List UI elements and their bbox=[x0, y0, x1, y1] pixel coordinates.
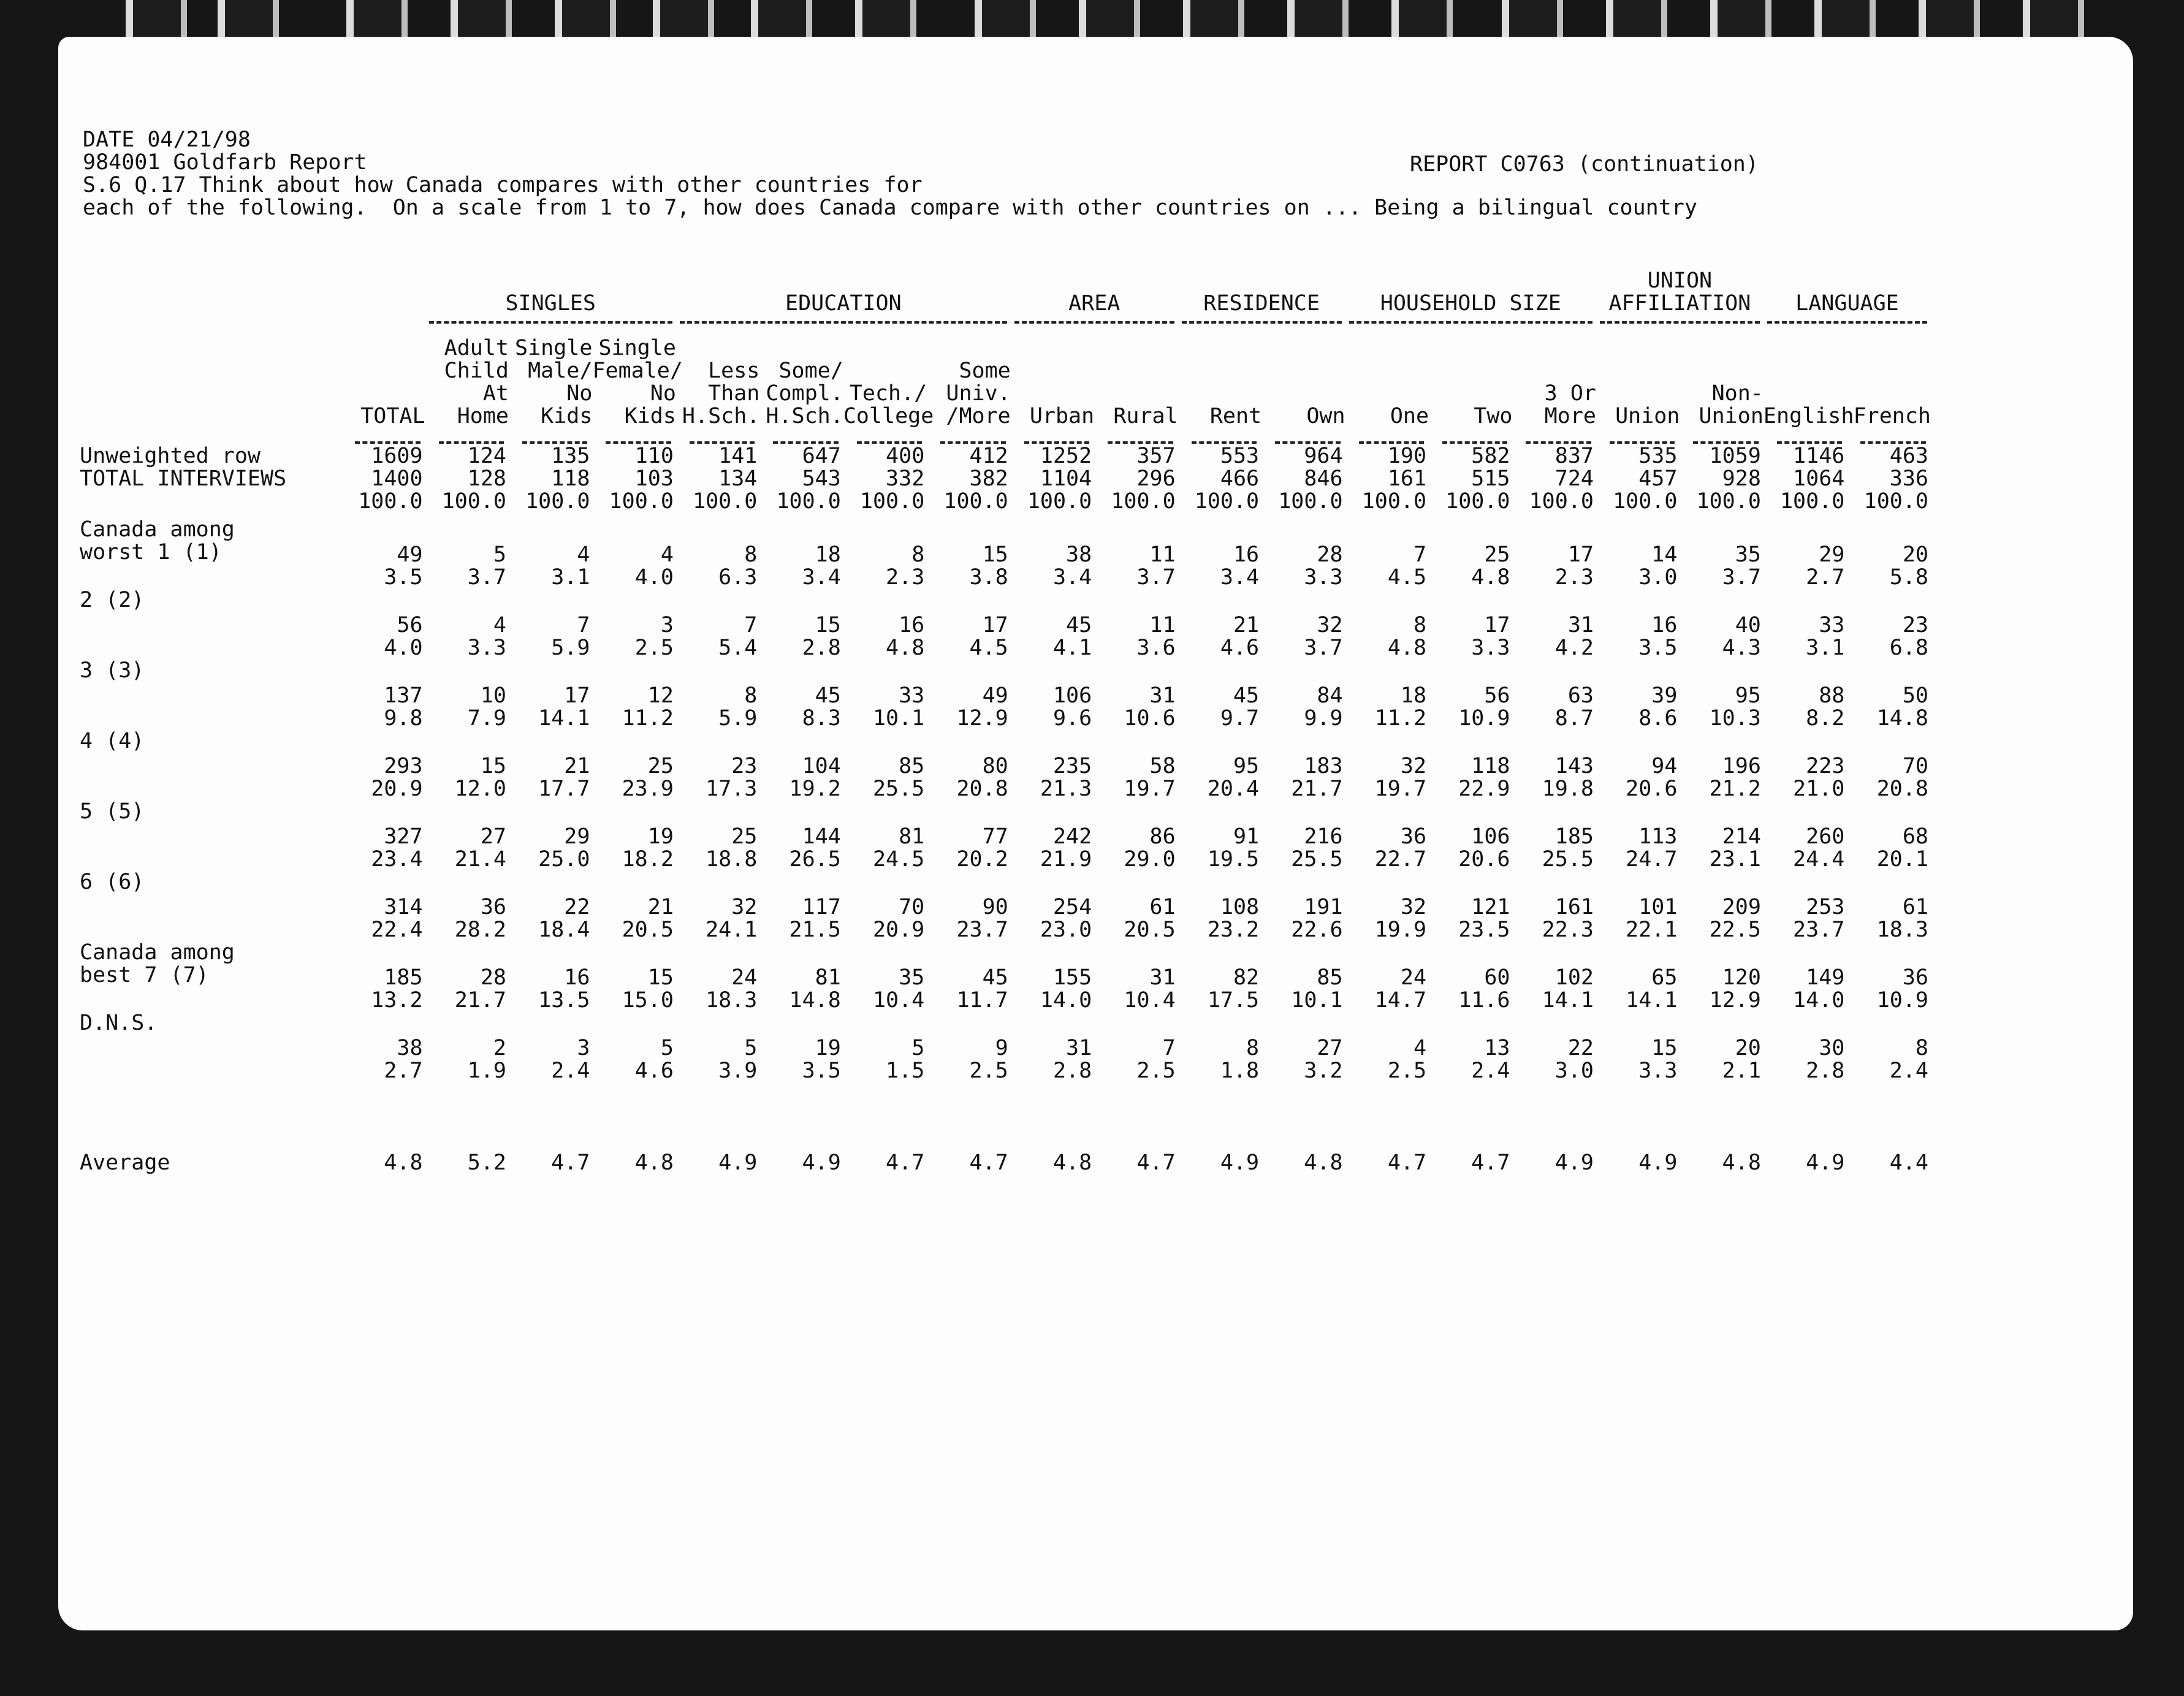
table-cell: 70 20.9 bbox=[872, 895, 925, 942]
table-cell: 33 3.1 bbox=[1806, 613, 1845, 660]
table-cell: 535 457 100.0 bbox=[1613, 444, 1678, 514]
table-cell: 91 19.5 bbox=[1207, 824, 1260, 872]
table-cell: 24 14.7 bbox=[1374, 965, 1427, 1013]
row-label: Unweighted row TOTAL INTERVIEWS bbox=[80, 444, 287, 491]
table-cell: 38 3.4 bbox=[1052, 542, 1092, 590]
table-cell: 35 10.4 bbox=[872, 965, 925, 1013]
table-cell: 191 22.6 bbox=[1291, 895, 1343, 942]
column-header: Adult Child At Home bbox=[444, 336, 509, 428]
table-cell: 4.4 bbox=[1889, 1150, 1928, 1175]
table-cell: 58 19.7 bbox=[1124, 754, 1176, 801]
table-cell: 12 11.2 bbox=[622, 683, 674, 731]
table-cell: 141 134 100.0 bbox=[693, 444, 758, 514]
table-cell: 45 11.7 bbox=[956, 965, 1008, 1013]
table-cell: 68 20.1 bbox=[1876, 824, 1928, 872]
table-cell: 101 22.1 bbox=[1626, 895, 1678, 942]
table-cell: 15 12.0 bbox=[454, 754, 506, 801]
table-cell: 32 19.9 bbox=[1374, 895, 1427, 942]
table-cell: 45 9.7 bbox=[1220, 683, 1260, 731]
table-cell: 5 4.6 bbox=[634, 1036, 674, 1083]
dash-rule-row bbox=[80, 428, 1931, 444]
table-cell: 21 17.7 bbox=[538, 754, 590, 801]
report-title: 984001 Goldfarb Report bbox=[83, 150, 367, 175]
column-header: Urban bbox=[1029, 404, 1095, 428]
table-cell: 11 3.7 bbox=[1136, 542, 1176, 590]
table-cell: 293 20.9 bbox=[371, 754, 423, 801]
table-cell: 84 9.9 bbox=[1304, 683, 1343, 731]
table-cell: 15 15.0 bbox=[622, 965, 674, 1013]
table-cell: 16 3.4 bbox=[1220, 542, 1260, 590]
row-label: 3 (3) bbox=[80, 658, 145, 683]
table-cell: 4.9 bbox=[718, 1150, 758, 1175]
table-cell: 235 21.3 bbox=[1040, 754, 1092, 801]
table-cell: 36 22.7 bbox=[1374, 824, 1427, 872]
table-cell: 4 3.3 bbox=[467, 613, 506, 660]
column-header: Some Univ. /More bbox=[946, 359, 1011, 428]
table-cell: 327 23.4 bbox=[371, 824, 423, 872]
table-cell: 4 3.1 bbox=[551, 542, 590, 590]
table-cell: 25 4.8 bbox=[1471, 542, 1510, 590]
response-rows bbox=[80, 519, 1931, 1082]
table-cell: 4 4.0 bbox=[634, 542, 674, 590]
table-cell: 25 23.9 bbox=[622, 754, 674, 801]
row-label: 4 (4) bbox=[80, 729, 145, 753]
table-cell: 21 20.5 bbox=[622, 895, 674, 942]
table-cell: 36 28.2 bbox=[454, 895, 506, 942]
table-cell: 121 23.5 bbox=[1458, 895, 1510, 942]
table-cell: 5 3.9 bbox=[718, 1036, 758, 1083]
table-cell: 118 22.9 bbox=[1458, 754, 1510, 801]
table-cell: 254 23.0 bbox=[1040, 895, 1092, 942]
column-header-row bbox=[80, 324, 1931, 428]
table-cell: 161 22.3 bbox=[1542, 895, 1594, 942]
table-cell: 143 19.8 bbox=[1542, 754, 1594, 801]
table-cell: 108 23.2 bbox=[1207, 895, 1260, 942]
table-cell: 4.9 bbox=[1220, 1150, 1260, 1175]
table-cell: 400 332 100.0 bbox=[859, 444, 925, 514]
table-cell: 106 20.6 bbox=[1458, 824, 1510, 872]
table-cell: 27 21.4 bbox=[454, 824, 506, 872]
group-header: HOUSEHOLD SIZE bbox=[1345, 270, 1596, 324]
table-cell: 56 4.0 bbox=[384, 613, 423, 660]
table-cell: 16 13.5 bbox=[538, 965, 590, 1013]
column-header: Some/ Compl. H.Sch. bbox=[766, 359, 843, 428]
group-header: SINGLES bbox=[425, 270, 676, 324]
table-cell: 964 846 100.0 bbox=[1278, 444, 1343, 514]
table-cell: 18 11.2 bbox=[1374, 683, 1427, 731]
table-cell: 242 21.9 bbox=[1040, 824, 1092, 872]
group-header: UNION AFFILIATION bbox=[1596, 270, 1764, 324]
table-cell: 4.9 bbox=[1638, 1150, 1678, 1175]
table-row bbox=[80, 589, 1931, 660]
table-cell: 60 11.6 bbox=[1458, 965, 1510, 1013]
table-row bbox=[80, 1012, 1931, 1082]
table-row bbox=[80, 800, 1931, 871]
row-label: 6 (6) bbox=[80, 870, 145, 894]
table-cell: 4.8 bbox=[1722, 1150, 1761, 1175]
table-cell: 1146 1064 100.0 bbox=[1779, 444, 1845, 514]
table-cell: 50 14.8 bbox=[1876, 683, 1928, 731]
table-cell: 553 466 100.0 bbox=[1194, 444, 1260, 514]
table-cell: 19 18.2 bbox=[622, 824, 674, 872]
column-header: Own bbox=[1306, 404, 1345, 428]
table-cell: 4.7 bbox=[886, 1150, 925, 1175]
table-cell: 4.8 bbox=[1052, 1150, 1092, 1175]
table-cell: 32 3.7 bbox=[1304, 613, 1343, 660]
table-cell: 120 12.9 bbox=[1709, 965, 1761, 1013]
table-cell: 223 21.0 bbox=[1793, 754, 1845, 801]
column-header: One bbox=[1390, 404, 1429, 428]
column-header: TOTAL bbox=[360, 404, 425, 428]
column-header: Single Female/ No Kids bbox=[592, 336, 683, 428]
table-cell: 27 3.2 bbox=[1304, 1036, 1343, 1083]
table-cell: 40 4.3 bbox=[1722, 613, 1761, 660]
table-cell: 10 7.9 bbox=[467, 683, 506, 731]
table-cell: 4.7 bbox=[1471, 1150, 1510, 1175]
table-cell: 23 6.8 bbox=[1889, 613, 1928, 660]
table-cell: 4.9 bbox=[802, 1150, 841, 1175]
table-cell: 65 14.1 bbox=[1626, 965, 1678, 1013]
table-cell: 31 2.8 bbox=[1052, 1036, 1092, 1083]
table-cell: 357 296 100.0 bbox=[1111, 444, 1176, 514]
table-cell: 104 19.2 bbox=[789, 754, 841, 801]
table-cell: 24 18.3 bbox=[706, 965, 758, 1013]
table-cell: 32 19.7 bbox=[1374, 754, 1427, 801]
table-cell: 110 103 100.0 bbox=[609, 444, 674, 514]
table-row bbox=[80, 730, 1931, 800]
row-label: Canada among best 7 (7) bbox=[80, 940, 235, 987]
table-cell: 22 18.4 bbox=[538, 895, 590, 942]
table-cell: 31 10.4 bbox=[1124, 965, 1176, 1013]
group-header: LANGUAGE bbox=[1764, 270, 1931, 324]
row-label: 5 (5) bbox=[80, 799, 145, 824]
table-cell: 106 9.6 bbox=[1052, 683, 1092, 731]
table-cell: 85 25.5 bbox=[872, 754, 925, 801]
table-cell: 85 10.1 bbox=[1291, 965, 1343, 1013]
table-cell: 190 161 100.0 bbox=[1361, 444, 1427, 514]
group-header-row bbox=[80, 270, 1931, 324]
table-cell: 8 1.8 bbox=[1220, 1036, 1260, 1083]
table-cell: 2 1.9 bbox=[467, 1036, 506, 1083]
table-cell: 17 3.3 bbox=[1471, 613, 1510, 660]
table-cell: 144 26.5 bbox=[789, 824, 841, 872]
table-cell: 77 20.2 bbox=[956, 824, 1008, 872]
row-label: Average bbox=[80, 1150, 170, 1175]
table-cell: 14 3.0 bbox=[1638, 542, 1678, 590]
table-cell: 56 10.9 bbox=[1458, 683, 1510, 731]
table-cell: 7 4.5 bbox=[1387, 542, 1427, 590]
table-cell: 1609 1400 100.0 bbox=[358, 444, 423, 514]
table-cell: 49 3.5 bbox=[384, 542, 423, 590]
table-cell: 86 29.0 bbox=[1124, 824, 1176, 872]
table-cell: 113 24.7 bbox=[1626, 824, 1678, 872]
column-header: 3 Or More bbox=[1544, 381, 1596, 428]
table-cell: 16 3.5 bbox=[1638, 613, 1678, 660]
table-cell: 9 2.5 bbox=[969, 1036, 1008, 1083]
table-cell: 4.7 bbox=[969, 1150, 1008, 1175]
table-cell: 18 3.4 bbox=[802, 542, 841, 590]
column-header: Rent bbox=[1209, 404, 1262, 428]
table-cell: 183 21.7 bbox=[1291, 754, 1343, 801]
group-header: AREA bbox=[1011, 270, 1178, 324]
table-cell: 30 2.8 bbox=[1806, 1036, 1845, 1083]
column-header: Single Male/ No Kids bbox=[515, 336, 593, 428]
table-cell: 23 17.3 bbox=[706, 754, 758, 801]
table-cell: 8 2.3 bbox=[886, 542, 925, 590]
table-cell: 19 3.5 bbox=[802, 1036, 841, 1083]
table-row bbox=[80, 519, 1931, 589]
row-label: D.N.S. bbox=[80, 1011, 158, 1035]
table-cell: 837 724 100.0 bbox=[1529, 444, 1594, 514]
table-cell: 117 21.5 bbox=[789, 895, 841, 942]
table-cell: 216 25.5 bbox=[1291, 824, 1343, 872]
table-cell: 36 10.9 bbox=[1876, 965, 1928, 1013]
table-row bbox=[80, 1082, 1931, 1174]
table-cell: 185 13.2 bbox=[371, 965, 423, 1013]
table-cell: 29 25.0 bbox=[538, 824, 590, 872]
table-cell: 11 3.6 bbox=[1136, 613, 1176, 660]
table-cell: 1059 928 100.0 bbox=[1696, 444, 1761, 514]
table-cell: 20 2.1 bbox=[1722, 1036, 1761, 1083]
table-cell: 137 9.8 bbox=[384, 683, 423, 731]
table-cell: 253 23.7 bbox=[1793, 895, 1845, 942]
table-cell: 8 5.9 bbox=[718, 683, 758, 731]
column-header: English bbox=[1763, 404, 1854, 428]
table-cell: 4.7 bbox=[1387, 1150, 1427, 1175]
table-cell: 4.8 bbox=[634, 1150, 674, 1175]
row-label: 2 (2) bbox=[80, 588, 145, 612]
table-cell: 94 20.6 bbox=[1626, 754, 1678, 801]
table-cell: 22 3.0 bbox=[1554, 1036, 1594, 1083]
table-cell: 28 21.7 bbox=[454, 965, 506, 1013]
table-cell: 4.7 bbox=[1136, 1150, 1176, 1175]
column-header: Less Than H.Sch. bbox=[682, 359, 760, 428]
table-cell: 38 2.7 bbox=[384, 1036, 423, 1083]
table-cell: 80 20.8 bbox=[956, 754, 1008, 801]
table-row bbox=[80, 444, 1931, 519]
table-cell: 314 22.4 bbox=[371, 895, 423, 942]
table-cell: 582 515 100.0 bbox=[1445, 444, 1510, 514]
table-cell: 25 18.8 bbox=[706, 824, 758, 872]
table-row bbox=[80, 941, 1931, 1012]
column-header: Two bbox=[1474, 404, 1513, 428]
table-cell: 28 3.3 bbox=[1304, 542, 1343, 590]
table-cell: 95 10.3 bbox=[1709, 683, 1761, 731]
date-line: DATE 04/21/98 bbox=[83, 127, 251, 152]
table-cell: 149 14.0 bbox=[1793, 965, 1845, 1013]
table-cell: 463 336 100.0 bbox=[1863, 444, 1928, 514]
table-cell: 45 8.3 bbox=[802, 683, 841, 731]
table-cell: 8 4.8 bbox=[1387, 613, 1427, 660]
table-cell: 185 25.5 bbox=[1542, 824, 1594, 872]
table-cell: 81 24.5 bbox=[872, 824, 925, 872]
question-line: S.6 Q.17 Think about how Canada compares with other countries for bbox=[83, 173, 923, 197]
table-cell: 31 10.6 bbox=[1124, 683, 1176, 731]
table-cell: 135 118 100.0 bbox=[525, 444, 590, 514]
table-cell: 63 8.7 bbox=[1554, 683, 1594, 731]
table-cell: 5.2 bbox=[467, 1150, 506, 1175]
column-header: Non- Union bbox=[1699, 381, 1764, 428]
table-cell: 95 20.4 bbox=[1207, 754, 1260, 801]
table-cell: 61 18.3 bbox=[1876, 895, 1928, 942]
table-cell: 4.7 bbox=[551, 1150, 590, 1175]
table-cell: 17 14.1 bbox=[538, 683, 590, 731]
column-header: Tech./ College bbox=[843, 381, 934, 428]
table-cell: 102 14.1 bbox=[1542, 965, 1594, 1013]
table-cell: 45 4.1 bbox=[1052, 613, 1092, 660]
table-cell: 214 23.1 bbox=[1709, 824, 1761, 872]
table-cell: 17 4.5 bbox=[969, 613, 1008, 660]
group-header: EDUCATION bbox=[676, 270, 1011, 324]
table-cell: 260 24.4 bbox=[1793, 824, 1845, 872]
table-cell: 81 14.8 bbox=[789, 965, 841, 1013]
table-cell: 8 2.4 bbox=[1889, 1036, 1928, 1083]
table-cell: 33 10.1 bbox=[872, 683, 925, 731]
table-cell: 4.9 bbox=[1806, 1150, 1845, 1175]
crosstab-table bbox=[80, 270, 1931, 1174]
table-cell: 3 2.5 bbox=[634, 613, 674, 660]
table-cell: 4.8 bbox=[1304, 1150, 1343, 1175]
table-cell: 1252 1104 100.0 bbox=[1027, 444, 1092, 514]
table-cell: 7 2.5 bbox=[1136, 1036, 1176, 1083]
table-row bbox=[80, 871, 1931, 941]
table-cell: 124 128 100.0 bbox=[441, 444, 506, 514]
table-cell: 209 22.5 bbox=[1709, 895, 1761, 942]
table-cell: 88 8.2 bbox=[1806, 683, 1845, 731]
table-cell: 8 6.3 bbox=[718, 542, 758, 590]
table-cell: 70 20.8 bbox=[1876, 754, 1928, 801]
table-cell: 5 1.5 bbox=[886, 1036, 925, 1083]
table-row bbox=[80, 660, 1931, 730]
table-cell: 35 3.7 bbox=[1722, 542, 1761, 590]
column-header: Rural bbox=[1113, 404, 1178, 428]
table-cell: 3 2.4 bbox=[551, 1036, 590, 1083]
table-cell: 15 2.8 bbox=[802, 613, 841, 660]
table-cell: 4 2.5 bbox=[1387, 1036, 1427, 1083]
table-cell: 90 23.7 bbox=[956, 895, 1008, 942]
report-id: REPORT C0763 (continuation) bbox=[1410, 152, 1759, 177]
table-cell: 82 17.5 bbox=[1207, 965, 1260, 1013]
question-line: each of the following. On a scale from 1 to 7, how does Canada compare with other countries on ... Being a bilingual country bbox=[83, 196, 1697, 220]
table-cell: 31 4.2 bbox=[1554, 613, 1594, 660]
table-cell: 196 21.2 bbox=[1709, 754, 1761, 801]
table-cell: 647 543 100.0 bbox=[776, 444, 841, 514]
table-cell: 39 8.6 bbox=[1638, 683, 1678, 731]
table-cell: 15 3.8 bbox=[969, 542, 1008, 590]
table-cell: 13 2.4 bbox=[1471, 1036, 1510, 1083]
table-cell: 17 2.3 bbox=[1554, 542, 1594, 590]
table-cell: 7 5.9 bbox=[551, 613, 590, 660]
group-header: RESIDENCE bbox=[1178, 270, 1345, 324]
table-cell: 20 5.8 bbox=[1889, 542, 1928, 590]
table-cell: 155 14.0 bbox=[1040, 965, 1092, 1013]
column-header: Union bbox=[1615, 404, 1680, 428]
table-cell: 4.8 bbox=[384, 1150, 423, 1175]
table-cell: 4.9 bbox=[1554, 1150, 1594, 1175]
table-cell: 15 3.3 bbox=[1638, 1036, 1678, 1083]
table-cell: 21 4.6 bbox=[1220, 613, 1260, 660]
column-header: French bbox=[1853, 404, 1931, 428]
table-cell: 412 382 100.0 bbox=[943, 444, 1008, 514]
table-cell: 7 5.4 bbox=[718, 613, 758, 660]
table-cell: 49 12.9 bbox=[956, 683, 1008, 731]
table-cell: 29 2.7 bbox=[1806, 542, 1845, 590]
table-cell: 61 20.5 bbox=[1124, 895, 1176, 942]
table-cell: 16 4.8 bbox=[886, 613, 925, 660]
table-cell: 5 3.7 bbox=[467, 542, 506, 590]
row-label: Canada among worst 1 (1) bbox=[80, 517, 235, 565]
table-cell: 32 24.1 bbox=[706, 895, 758, 942]
